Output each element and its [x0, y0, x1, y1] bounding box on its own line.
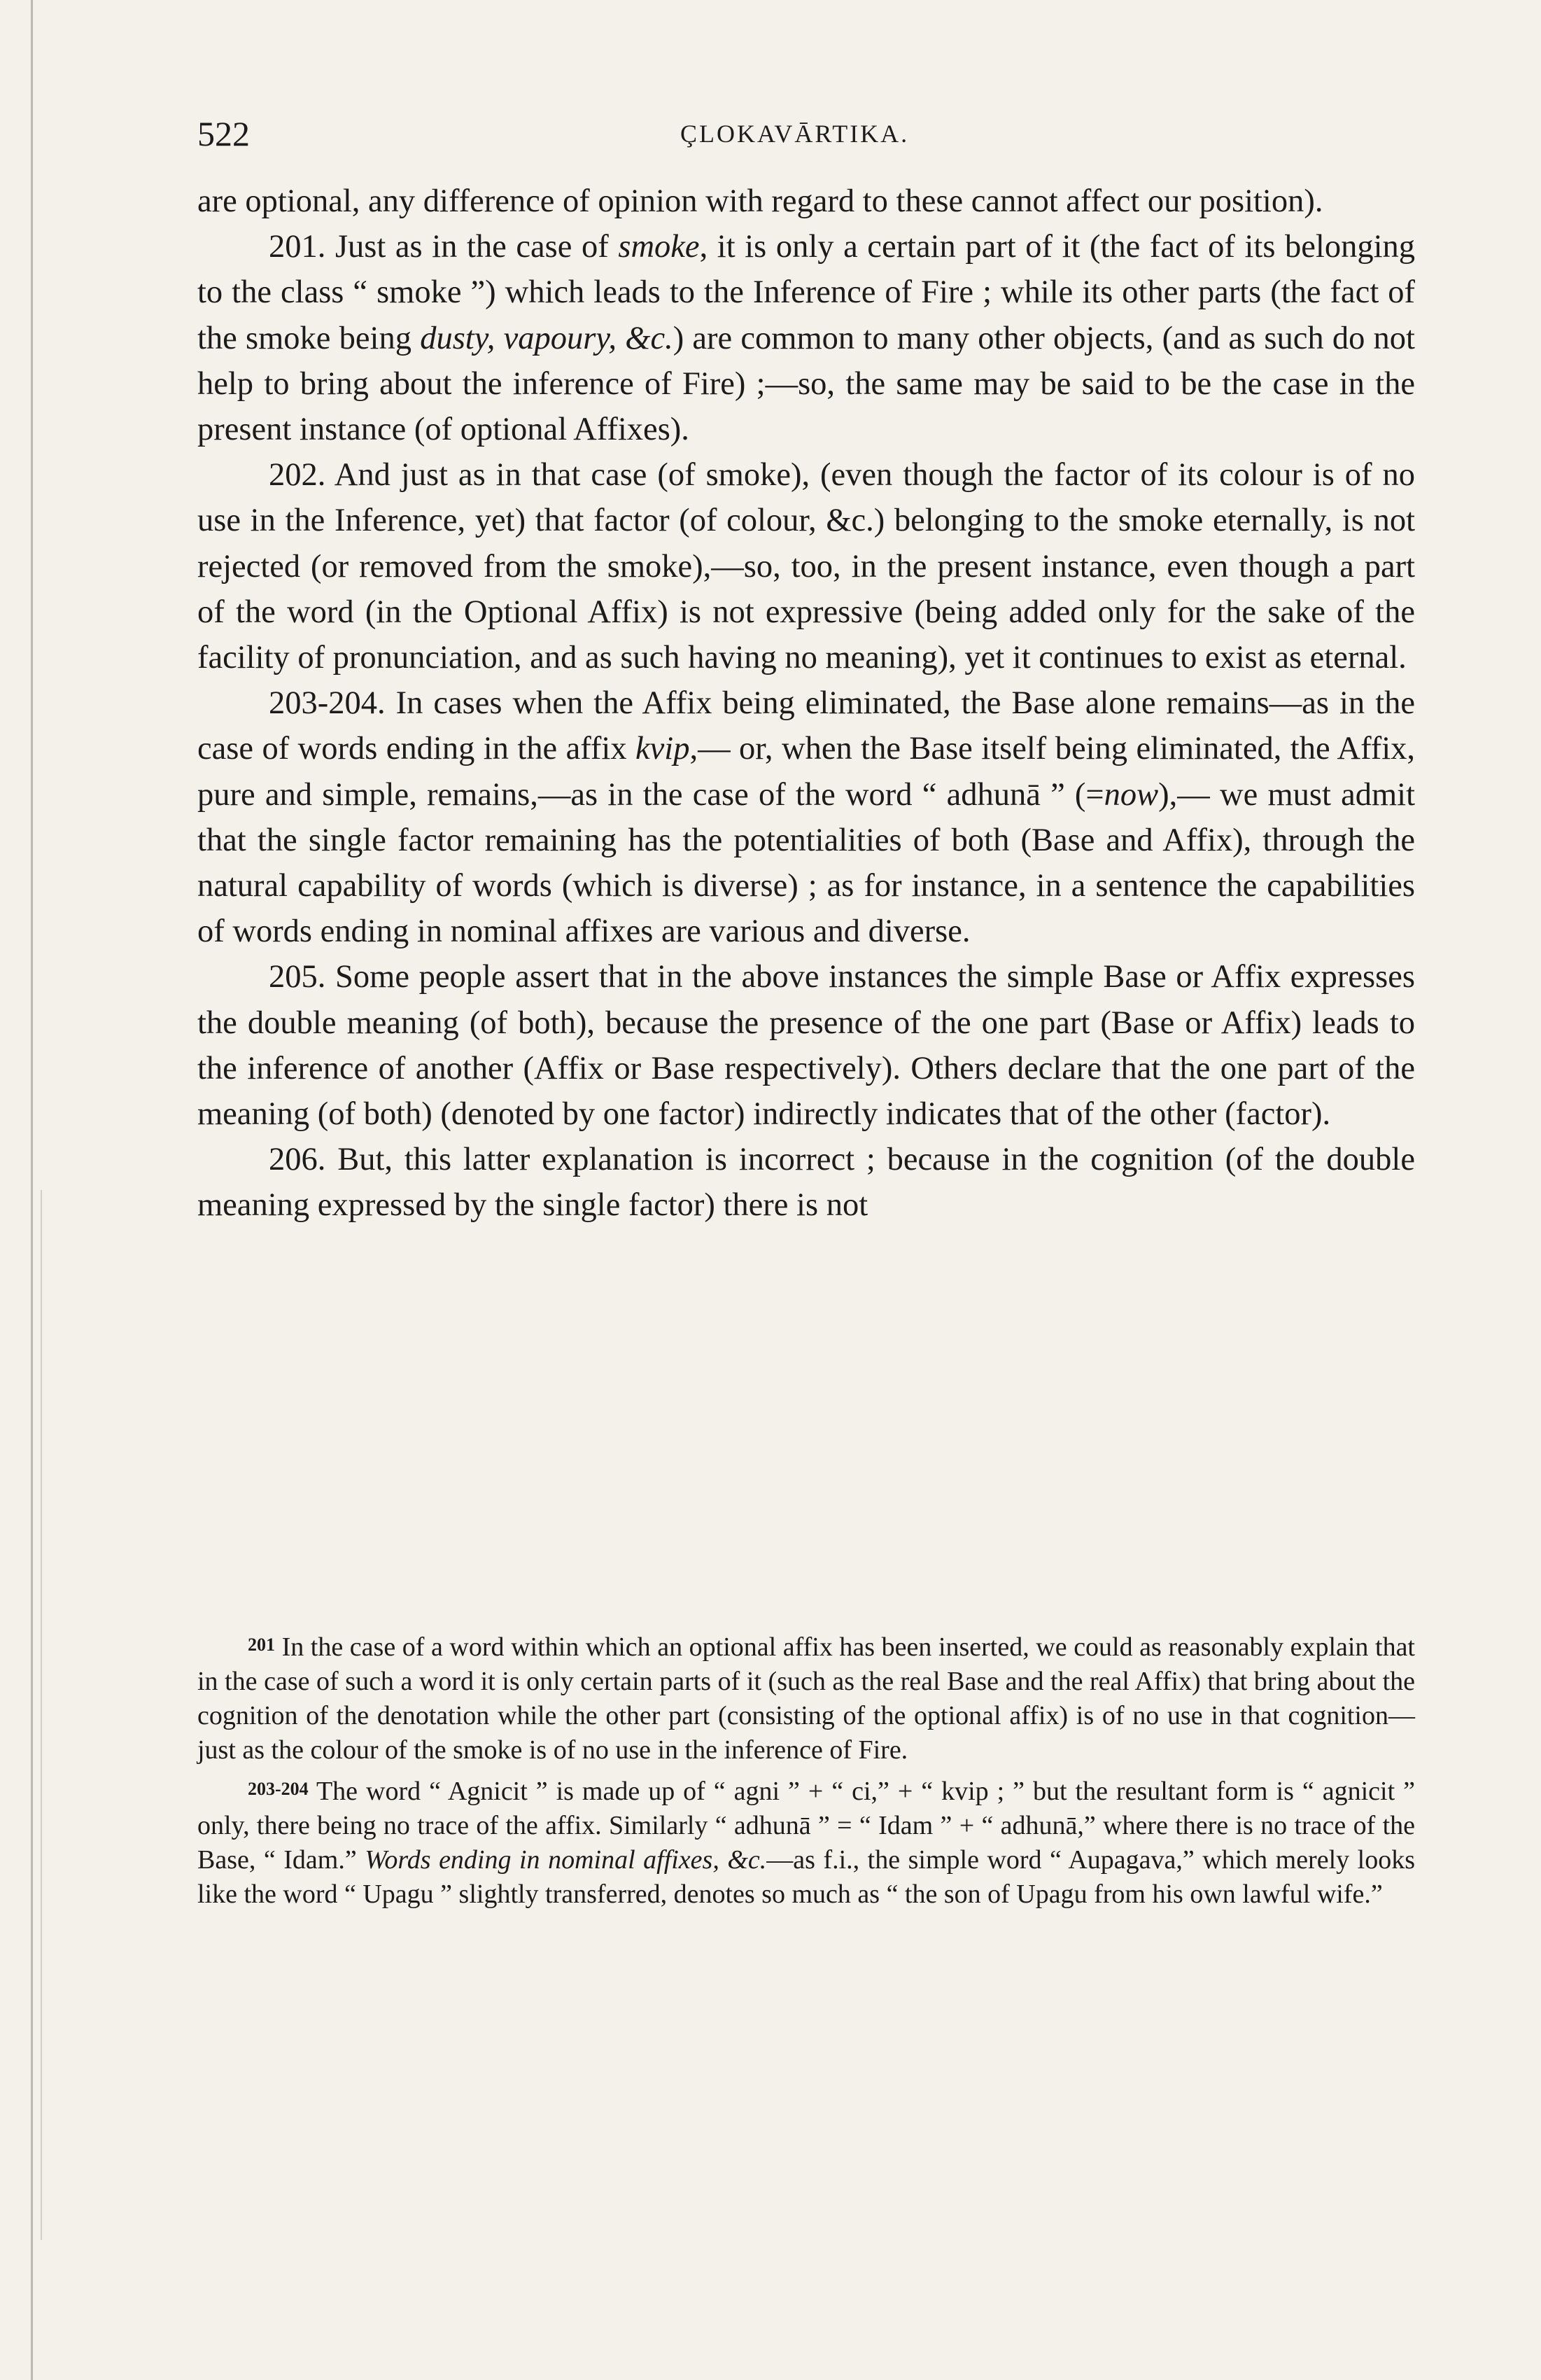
- paragraph-202: 202. And just as in that case (of smoke), (even though the factor of its colour is of no use in the Inference, yet) that factor (of colour, &c.) belonging to the smoke eternally, is not rejected (or removed from the smoke),—so, too, in the present instance, even though a part of the word (in the Optional Affix) is not expressive (being added only for the sake of the facility of pronunciation, and as such having no meaning), yet it continues to exist as eternal.: [197, 457, 1415, 676]
- page-edge-rule-inner: [41, 1190, 42, 2240]
- footnote-marker: 201: [248, 1634, 275, 1655]
- verse-number: 206.: [269, 1142, 326, 1178]
- footnotes: [197, 1628, 1415, 1916]
- page-number: 522: [197, 114, 250, 153]
- paragraph-201: 201. Just as in the case of smoke, it is only a certain part of it (the fact of its belonging to the class “ smoke ”) which leads to the Inference of Fire ; while its other parts (the fact of the smoke being dusty, vapoury, &c.) are common to many other objects, (and as such do not help to bring about the inference of Fire) ;—so, the same may be said to be the case in the present instance (of optional Affixes).: [197, 229, 1416, 448]
- verse-number: 205.: [269, 959, 326, 995]
- main-text: [197, 178, 1415, 1228]
- paragraph-206: 206. But, this latter explanation is incorrect ; because in the cognition (of the double meaning expressed by the single factor) there is not: [197, 1142, 1415, 1224]
- paragraph-continuation: are optional, any difference of opinion with regard to these cannot affect our position).: [197, 183, 1323, 219]
- page-edge-rule: [31, 0, 33, 2380]
- footnote-201: 201 In the case of a word within which an optional affix has been inserted, we could as reasonably explain that in the case of such a word it is only certain parts of it (such as the real Base and the real Affix) that bring about the cognition of the denotation while the other part (consisting of the optional affix) is of no use in that cognition—just as the colour of the smoke is of no use in the inference of Fire.: [197, 1632, 1415, 1765]
- footnote-203-204: 203-204 The word “ Agnicit ” is made up of “ agni ” + “ ci,” + “ kvip ; ” but the resultant form is “ agnicit ” only, there being no trace of the affix. Similarly “ adhunā ” = “ Idam ” + “ adhunā,” where there is no trace of the Base, “ Idam.” Words ending in nominal affixes, &c.—as f.i., the simple word “ Aupagava,” which merely looks like the word “ Upagu ” slightly transferred, denotes so much as “ the son of Upagu from his own lawful wife.”: [197, 1777, 1415, 1909]
- verse-number: 201.: [269, 229, 326, 265]
- paragraph-203-204: 203-204. In cases when the Affix being eliminated, the Base alone remains—as in the case of words ending in the affix kvip,— or, when the Base itself being eliminated, the Affix, pure and simple, remains,—as in the case of the word “ adhunā ” (=now),— we must admit that the single factor remaining has the potentialities of both (Base and Affix), through the natural capability of words (which is diverse) ; as for instance, in a sentence the capabilities of words ending in nominal affixes are various and diverse.: [197, 685, 1415, 950]
- paragraph-205: 205. Some people assert that in the above instances the simple Base or Affix expresses the double meaning (of both), because the presence of the one part (Base or Affix) leads to the inference of another (Affix or Base respectively). Others declare that the one part of the meaning (of both) (denoted by one factor) indirectly indicates that of the other (factor).: [197, 959, 1415, 1133]
- verse-number: 202.: [269, 457, 326, 493]
- footnote-marker: 203-204: [248, 1779, 309, 1799]
- running-title: ÇLOKAVĀRTIKA.: [680, 120, 910, 148]
- verse-number: 203-204.: [269, 685, 386, 722]
- page-header: [197, 106, 1415, 162]
